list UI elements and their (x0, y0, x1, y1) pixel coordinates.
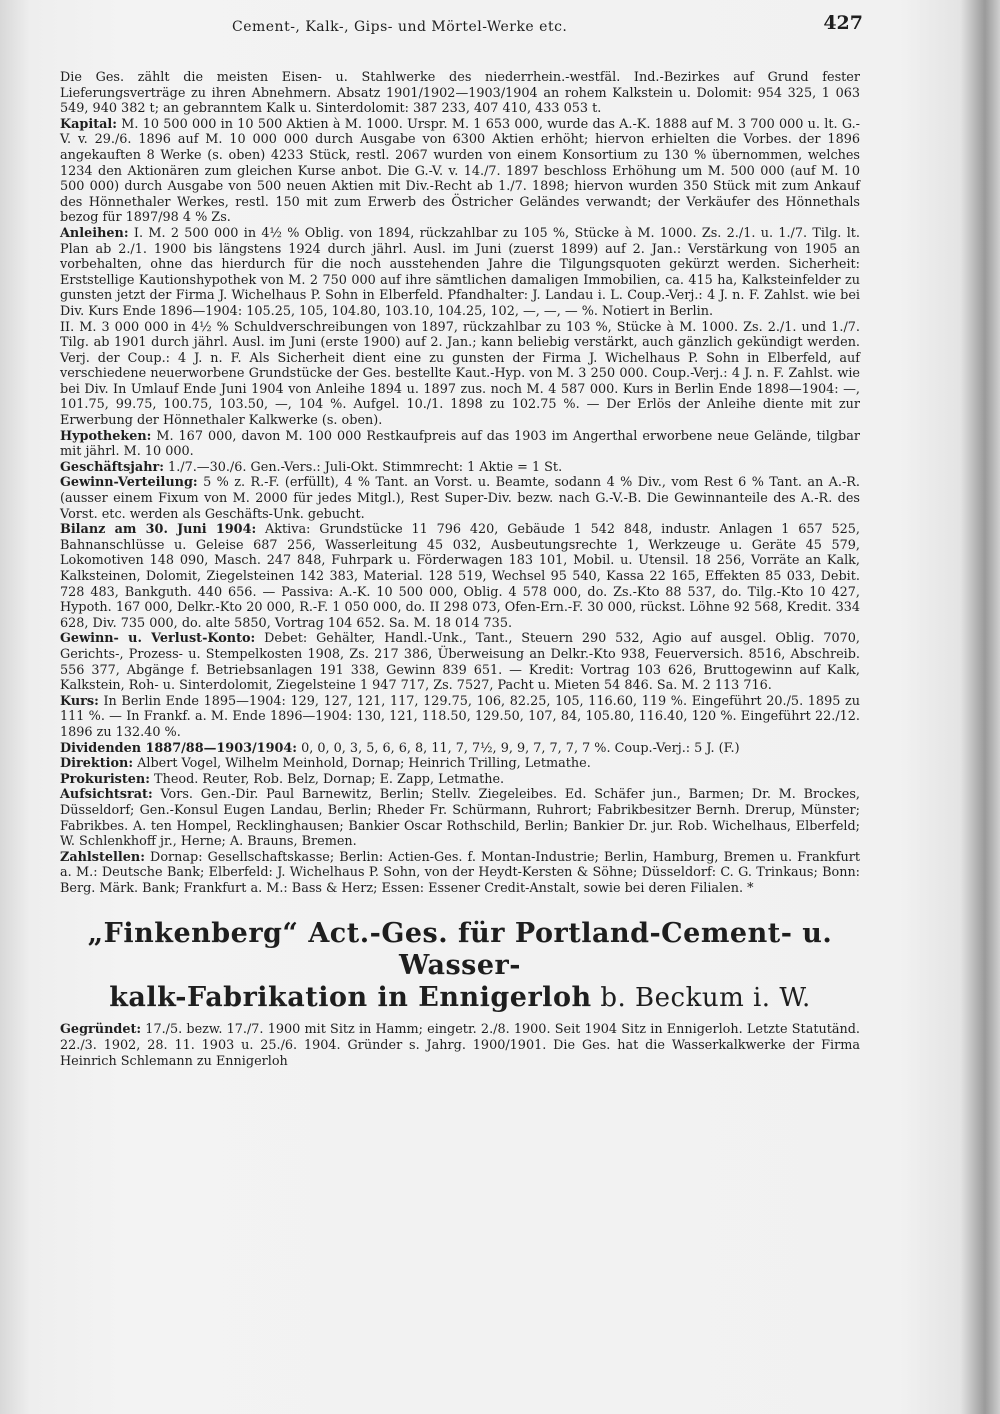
direktion-label: Direktion: (60, 756, 134, 772)
geschaeftsjahr-label: Geschäftsjahr: (60, 459, 164, 475)
gv-konto-paragraph (60, 631, 860, 693)
zahlstellen-text: Dornap: Gesellschaftskasse; Berlin: Actien-Ges. f. Montan-Industrie; Berlin, Hamburg, Bremen u. Frankfurt a. M.: Deutsche Bank; Elberfeld: J. Wichelhaus P. Sohn, von der Heydt-Kersten & Söhne; Düsseldorf: C. G. Trinkaus; Bonn: Berg. Märk. Bank; Frankfurt a. M.: Bass & Herz; Essen: Essener Credit-Anstalt, sowie bei deren Filialen. * (60, 849, 860, 896)
company-place: b. Beckum i. W. (591, 983, 811, 1014)
direktion-text: Albert Vogel, Wilhelm Meinhold, Dornap; Heinrich Trilling, Letmathe. (133, 756, 591, 772)
kurs-label: Kurs: (60, 693, 99, 709)
gegruendet-paragraph (60, 1022, 860, 1069)
kapital-text: M. 10 500 000 in 10 500 Aktien à M. 1000. Urspr. M. 1 653 000, wurde das A.-K. 1888 auf M. 3 700 000 u. lt. G.-V. v. 29./6. 1896 auf M. 10 000 000 durch Ausgabe von 6300 Aktien erhöht; hiervon erhielten die Vorbes. der 1896 angekauften 8 Werke (s. oben) 4233 Stück, restl. 2067 wurden von einem Konsortium zu 130 % übernommen, welches 1234 den Aktionären zum gleichen Kurse anbot. Die G.-V. v. 14./7. 1897 beschloss Erhöhung um M. 500 000 (auf M. 10 500 000) durch Ausgabe von 500 neuen Aktien mit Div.-Recht ab 1./7. 1898; hiervon wurden 350 Stück mit zum Ankauf des Hönnethaler Werkes, restl. 150 mit zum Erwerb des Östricher Geländes verwandt; der Verkäufer des Hönnethals bezog für 1897/98 4 % Zs. (60, 116, 860, 226)
running-header (60, 12, 863, 46)
anleihen-text: I. M. 2 500 000 in 4½ % Oblig. von 1894, rückzahlbar zu 105 %, Stücke à M. 1000. Zs. 2./1. u. 1./7. Tilg. lt. Plan ab 2./1. 1900 bis längstens 1924 durch jährl. Ausl. im Juni (zuerst 1899) auf 2. Jan.: Verstärkung von 1905 an vorbehalten, ohne das hierdurch für die noch ausstehenden Jahre die Tilgungsquoten gekürzt werden. Sicherheit: Erststellige Kautionshypothek von M. 2 750 000 auf ihre sämtlichen damaligen Immobilien, ca. 415 ha, Kalksteinfelder zu gunsten jetzt der Firma J. Wichelhaus P. Sohn in Elberfeld. Pfandhalter: J. Landau i. L. Coup.-Verj.: 4 J. n. F. Zahlst. wie bei Div. Kurs Ende 1896—1904: 105.25, 105, 104.80, 103.10, 104.25, 102, —, —, — %. Notiert in Berlin. (60, 225, 860, 319)
aufsichtsrat-text: Vors. Gen.-Dir. Paul Barnewitz, Berlin; Stellv. Ziegeleibes. Ed. Schäfer jun., Barmen; Dr. M. Brockes, Düsseldorf; Gen.-Konsul Eugen Landau, Berlin; Rheder Fr. Schürmann, Ruhrort; Fabrikbesitzer Bernh. Drerup, Münster; Fabrikbes. A. ten Hompel, Recklinghausen; Bankier Oscar Rothschild, Berlin; Bankier Dr. jur. Rob. Wichelhaus, Elberfeld; W. Schlenkhoff jr., Herne; A. Brauns, Bremen. (60, 787, 860, 850)
gv-konto-text: Debet: Gehälter, Handl.-Unk., Tant., Steuern 290 532, Agio auf ausgel. Oblig. 7070, Gerichts-, Prozess- u. Stempelkosten 1908, Zs. 217 386, Überweisung an Delkr.-Kto 938, Feuerversich. 8516, Abschreib. 556 377, Abgänge f. Betriebsanlagen 191 338, Gewinn 839 651. — Kredit: Vortrag 103 626, Bruttogewinn auf Kalk, Kalkstein, Roh- u. Sinterdolomit, Ziegelsteine 1 947 717, Zs. 7527, Pacht u. Mieten 54 846. Sa. M. 2 113 716. (60, 631, 860, 694)
bilanz-paragraph (60, 522, 860, 631)
dividenden-label: Dividenden 1887/88—1903/1904: (60, 740, 298, 756)
intro-text: Die Ges. zählt die meisten Eisen- u. Stahlwerke des niederrhein.-westfäl. Ind.-Bezirkes auf Grund fester Lieferungsverträge zu ihren Abnehmern. Absatz 1901/1902—1903/1904 an rohem Kalkstein u. Dolomit: 954 325, 1 063 549, 940 382 t; an gebranntem Kalk u. Sinterdolomit: 387 233, 407 410, 433 053 t. (60, 70, 860, 117)
kapital-paragraph (60, 117, 860, 226)
gewinn-verteilung-text: 5 % z. R.-F. (erfüllt), 4 % Tant. an Vorst. u. Beamte, sodann 4 % Div., vom Rest 6 % Tant. an A.-R. (ausser einem Fixum von M. 2000 für jedes Mitgl.), Rest Super-Div. bezw. nach G.-V.-B. Die Gewinnanteile des A.-R. des Vorst. etc. werden als Geschäfts-Unk. gebucht. (60, 475, 860, 522)
page-number: 427 (823, 12, 863, 34)
anleihen-paragraph (60, 226, 860, 320)
company-name-line2-wrap (60, 982, 860, 1014)
gv-konto-label: Gewinn- u. Verlust-Konto: (60, 631, 256, 647)
gegruendet-text: 17./5. bezw. 17./7. 1900 mit Sitz in Hamm; eingetr. 2./8. 1900. Seit 1904 Sitz in Ennigerloh. Letzte Statutänd. 22./3. 1902, 28. 11. 1903 u. 25./6. 1904. Gründer s. Jahrg. 1900/1901. Die Ges. hat die Wasserkalkwerke der Firma Heinrich Schlemann zu Ennigerloh (60, 1022, 860, 1069)
company-heading (60, 918, 860, 1014)
kurs-paragraph (60, 694, 860, 741)
bilanz-text: Aktiva: Grundstücke 11 796 420, Gebäude 1 542 848, industr. Anlagen 1 657 525, Bahnanschlüsse u. Geleise 687 256, Wasserleitung 45 032, Ausbeutungsrechte 1, Werkzeuge u. Geräte 45 579, Lokomotiven 148 090, Masch. 247 848, Fuhrpark u. Förderwagen 183 101, Mobil. u. Utensil. 18 256, Vorräte an Kalk, Kalksteinen, Dolomit, Ziegelsteinen 142 383, Material. 128 519, Wechsel 95 540, Kassa 22 165, Effekten 85 033, Debit. 728 483, Bankguth. 440 656. — Passiva: A.-K. 10 500 000, Oblig. 4 578 000, do. Zs.-Kto 88 537, do. Tilg.-Kto 10 427, Hypoth. 167 000, Delkr.-Kto 20 000, R.-F. 1 050 000, do. II 298 073, Ofen-Ern.-F. 30 000, rückst. Löhne 92 568, Kredit. 334 628, Div. 735 000, do. alte 5850, Vortrag 104 652. Sa. M. 18 014 735. (60, 522, 860, 631)
dividenden-paragraph (60, 741, 860, 757)
text-column (60, 12, 863, 1069)
prokuristen-label: Prokuristen: (60, 771, 150, 787)
aufsichtsrat-label: Aufsichtsrat: (60, 787, 153, 803)
geschaeftsjahr-text: 1./7.—30./6. Gen.-Vers.: Juli-Okt. Stimmrecht: 1 Aktie = 1 St. (163, 459, 563, 475)
anleihe-ii-paragraph (60, 320, 860, 429)
dividenden-text: 0, 0, 0, 3, 5, 6, 6, 8, 11, 7, 7½, 9, 9, 7, 7, 7, 7 %. Coup.-Verj.: 5 J. (F.) (297, 740, 740, 756)
prokuristen-text: Theod. Reuter, Rob. Belz, Dornap; E. Zapp, Letmathe. (149, 771, 505, 787)
gegruendet-label: Gegründet: (60, 1022, 142, 1038)
company-name-line1: „Finkenberg“ Act.-Ges. für Portland-Cement- u. Wasser- (87, 918, 833, 982)
bilanz-label: Bilanz am 30. Juni 1904: (60, 522, 257, 538)
kapital-label: Kapital: (60, 116, 118, 132)
spacer (60, 1014, 860, 1022)
aufsichtsrat-paragraph (60, 787, 860, 849)
running-title: Cement-, Kalk-, Gips- und Mörtel-Werke etc. (232, 19, 568, 35)
zahlstellen-label: Zahlstellen: (60, 849, 145, 865)
gewinn-verteilung-paragraph (60, 475, 860, 522)
hypotheken-paragraph (60, 429, 860, 460)
company-name-line2: kalk-Fabrikation in Ennigerloh (109, 982, 592, 1014)
gewinn-verteilung-label: Gewinn-Verteilung: (60, 475, 198, 491)
kurs-text: In Berlin Ende 1895—1904: 129, 127, 121, 117, 129.75, 106, 82.25, 105, 116.60, 119 %. Eingeführt 20./5. 1895 zu 111 %. — In Frankf. a. M. Ende 1896—1904: 130, 121, 118.50, 129.50, 107, 84, 105.80, 116.40, 120 %. Eingeführt 22./12. 1896 zu 132.40 %. (60, 693, 860, 740)
prokuristen-paragraph (60, 772, 860, 788)
anleihen-label: Anleihen: (60, 225, 129, 241)
zahlstellen-paragraph (60, 850, 860, 897)
hypotheken-label: Hypotheken: (60, 428, 152, 444)
intro-paragraph (60, 70, 860, 117)
hypotheken-text: M. 167 000, davon M. 100 000 Restkaufpreis auf das 1903 im Angerthal erworbene neue Gelände, tilgbar mit jährl. M. 10 000. (60, 428, 860, 460)
direktion-paragraph (60, 756, 860, 772)
anleihe-ii-text: II. M. 3 000 000 in 4½ % Schuldverschreibungen von 1897, rückzahlbar zu 103 %, Stücke à M. 1000. Zs. 2./1. und 1./7. Tilg. ab 1901 durch jährl. Ausl. im Juni (erste 1900) auf 2. Jan.; kann beliebig verstärkt, auch gänzlich gekündigt werden. Verj. der Coup.: 4 J. n. F. Als Sicherheit dient eine zu gunsten der Firma J. Wichelhaus P. Sohn in Elberfeld, auf verschiedene neuerworbene Grundstücke der Ges. bestellte Kaut.-Hyp. von M. 3 250 000. Coup.-Verj.: 4 J. n. F. Zahlst. wie bei Div. In Umlauf Ende Juni 1904 von Anleihe 1894 u. 1897 zus. noch M. 4 587 000. Kurs in Berlin Ende 1898—1904: —, 101.75, 99.75, 100.75, 103.50, —, 104 %. Aufgel. 10./1. 1898 zu 102.75 %. — Der Erlös der Anleihe diente mit zur Erwerbung der Hönnethaler Kalkwerke (s. oben). (60, 319, 860, 429)
geschaeftsjahr-paragraph (60, 460, 860, 476)
